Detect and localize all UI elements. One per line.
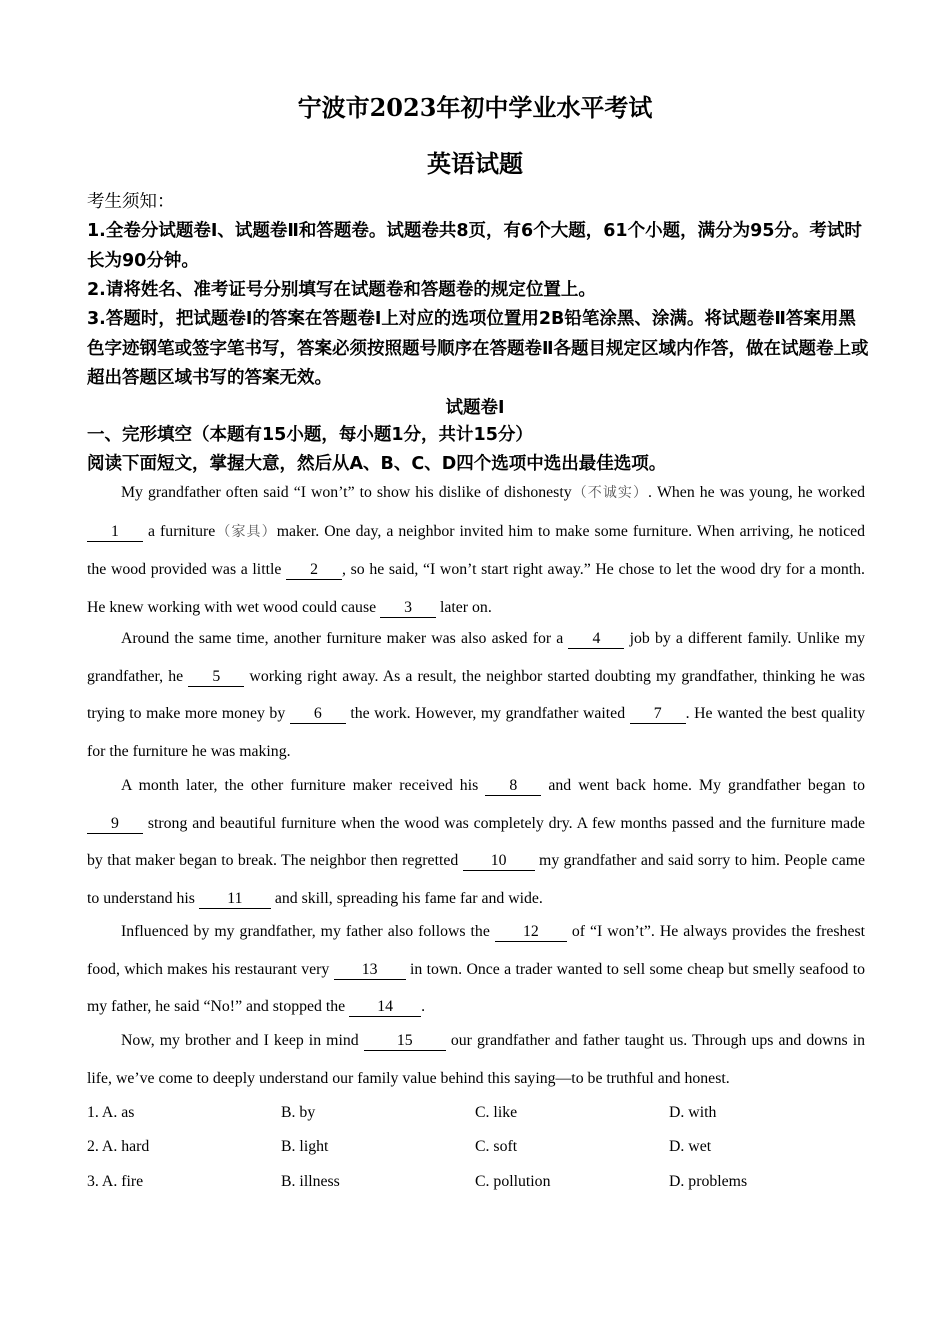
- question-3-options: [87, 1173, 887, 1203]
- option-2-d[interactable]: D. wet: [669, 1138, 712, 1155]
- question-2-options: [87, 1138, 887, 1168]
- paragraph-text: and skill, spreading his fame far and wide.: [270, 889, 543, 907]
- blank-1[interactable]: 1: [87, 523, 143, 542]
- paragraph-text: strong and beautiful furniture when the wood was completely dry. A few months passed and the furniture made by that maker began to break. The neighbor then regretted: [87, 814, 865, 869]
- paragraph-text: . He wanted the best quality for the furniture he was making.: [87, 705, 865, 760]
- blank-8[interactable]: 8: [485, 777, 541, 796]
- passage-paragraph-1: [87, 474, 865, 626]
- option-1-d[interactable]: D. with: [669, 1104, 717, 1121]
- passage-paragraph-2: [87, 620, 865, 770]
- question-1-options: [87, 1104, 887, 1134]
- paragraph-text: .: [421, 998, 426, 1015]
- gloss-note: （不诚实）: [571, 485, 649, 501]
- paragraph-text: Influenced by my grandfather, my father also follows the: [121, 923, 495, 940]
- paragraph-text: my grandfather and said sorry to him. People came to understand his: [87, 852, 866, 907]
- paragraph-text: later on.: [436, 598, 492, 616]
- paragraph-text: Around the same time, another furniture maker was also asked for a: [121, 630, 569, 647]
- notice-heading: 考生须知：: [87, 192, 175, 212]
- option-3-b[interactable]: B. illness: [281, 1173, 340, 1190]
- blank-10[interactable]: 10: [463, 852, 535, 871]
- option-2-a[interactable]: 2. A. hard: [87, 1138, 150, 1155]
- paragraph-text: of “I won’t”. He always provides the freshest food, which makes his restaurant very: [87, 923, 865, 978]
- blank-4[interactable]: 4: [568, 630, 624, 649]
- blank-12[interactable]: 12: [495, 923, 567, 942]
- paragraph-text: and went back home. My grandfather began to: [541, 777, 865, 794]
- section-instruction: 阅读下面短文，掌握大意，然后从A、B、C、D四个选项中选出最佳选项。: [87, 454, 667, 474]
- paragraph-text: a furniture: [143, 522, 216, 540]
- notice-item-2: 2.请将姓名、准考证号分别填写在试题卷和答题卷的规定位置上。: [87, 280, 596, 300]
- paragraph-text: working right away. As a result, the neighbor started doubting my grandfather, thinking he was trying to make more money by: [87, 667, 865, 722]
- paragraph-text: the work. However, my grandfather waited: [345, 705, 630, 722]
- section-heading: 一、完形填空（本题有15小题，每小题1分，共计15分）: [87, 425, 533, 445]
- option-3-a[interactable]: 3. A. fire: [87, 1173, 144, 1190]
- paragraph-text: in town. Once a trader wanted to sell some cheap but smelly seafood to my father, he said “No!” and stopped the: [87, 960, 866, 1015]
- paragraph-text: our grandfather and father taught us. Through ups and downs in life, we’ve come to deeply understand our family value behind this saying—to be truthful and honest.: [87, 1032, 865, 1087]
- paragraph-text: , so he said, “I won’t start right away.” He chose to let the wood dry for a month. He knew working with wet wood could cause: [87, 561, 865, 616]
- blank-11[interactable]: 11: [199, 890, 271, 909]
- gloss-note: （家具）: [215, 523, 277, 540]
- blank-14[interactable]: 14: [349, 998, 421, 1017]
- exam-title: 宁波市2023年初中学业水平考试: [297, 93, 653, 122]
- paragraph-text: My grandfather often said “I won’t” to show his dislike of dishonesty: [121, 484, 572, 501]
- passage-paragraph-4: [87, 913, 865, 1026]
- option-2-b[interactable]: B. light: [281, 1138, 329, 1155]
- option-1-c[interactable]: C. like: [475, 1104, 518, 1121]
- notice-item-1: 1.全卷分试题卷Ⅰ、试题卷Ⅱ和答题卷。试题卷共8页，有6个大题，61个小题，满分为95分。考试时长为90分钟。: [87, 221, 862, 271]
- blank-5[interactable]: 5: [188, 668, 244, 687]
- paragraph-text: . When he was young, he worked: [648, 484, 866, 501]
- paragraph-text: Now, my brother and I keep in mind: [121, 1032, 364, 1049]
- blank-2[interactable]: 2: [286, 561, 342, 580]
- option-1-a[interactable]: 1. A. as: [87, 1104, 135, 1121]
- notice-item-3: 3.答题时，把试题卷Ⅰ的答案在答题卷Ⅰ上对应的选项位置用2B铅笔涂黑、涂满。将试题卷Ⅱ答案用黑色字迹钢笔或签字笔书写，答案必须按照题号顺序在答题卷Ⅱ各题目规定区域内作答，做在试题卷上或超出答题区域书写的答案无效。: [87, 309, 869, 388]
- paragraph-text: job by a different family. Unlike my grandfather, he: [87, 630, 866, 685]
- option-1-b[interactable]: B. by: [281, 1104, 316, 1121]
- passage-paragraph-5: [87, 1022, 865, 1097]
- option-3-c[interactable]: C. pollution: [475, 1173, 551, 1190]
- blank-15[interactable]: 15: [364, 1032, 446, 1051]
- paper-label: 试题卷Ⅰ: [445, 398, 505, 418]
- exam-subtitle: 英语试题: [427, 149, 523, 178]
- option-2-c[interactable]: C. soft: [475, 1138, 518, 1155]
- blank-6[interactable]: 6: [290, 705, 346, 724]
- paragraph-text: A month later, the other furniture maker received his: [121, 777, 486, 794]
- blank-9[interactable]: 9: [87, 815, 143, 834]
- blank-13[interactable]: 13: [334, 961, 406, 980]
- option-3-d[interactable]: D. problems: [669, 1173, 748, 1190]
- paragraph-text: maker. One day, a neighbor invited him to make some furniture. When arriving, he noticed the wood provided was a little: [87, 522, 866, 578]
- passage-paragraph-3: [87, 767, 865, 917]
- blank-3[interactable]: 3: [380, 599, 436, 618]
- blank-7[interactable]: 7: [630, 705, 686, 724]
